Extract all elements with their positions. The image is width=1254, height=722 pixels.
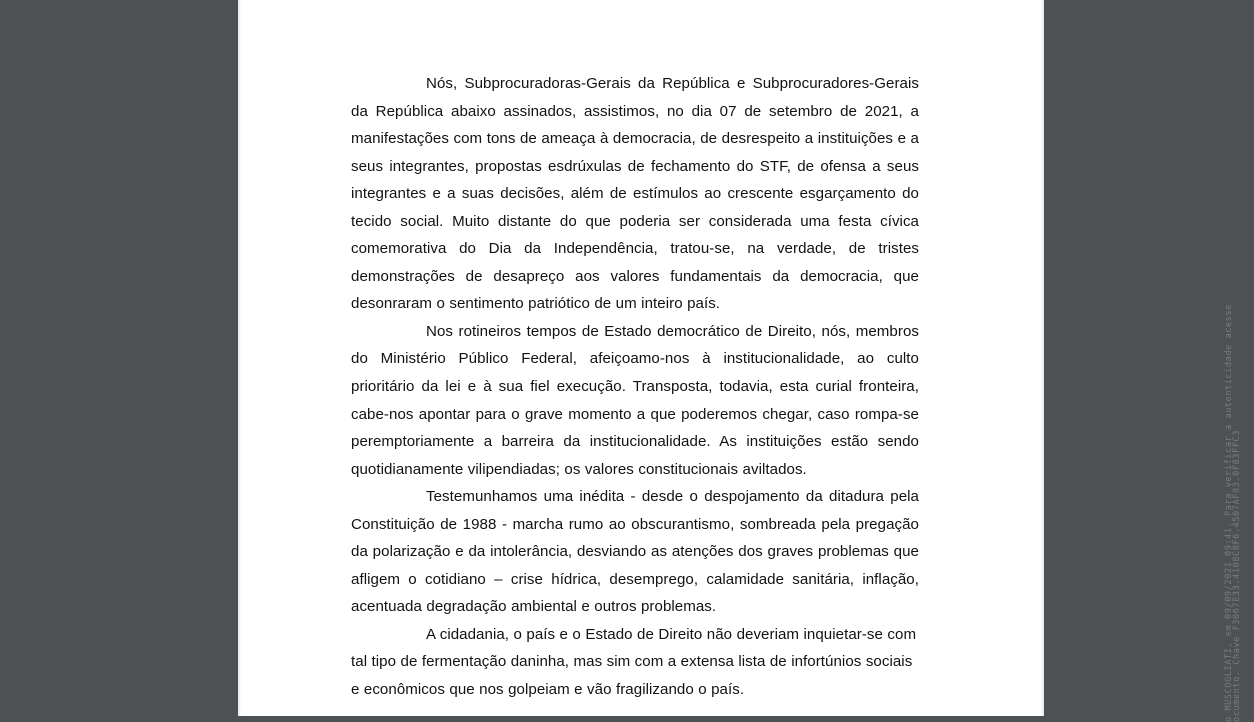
document-paragraph-2: Nos rotineiros tempos de Estado democrático de Direito, nós, membros do Ministério Público Federal, afeiçoamo-nos à institucionalidade, ao culto prioritário da lei e à sua fiel execução. Transposta, todavia, esta curial fronteira, cabe-nos apontar para o grave momento a que poderemos chegar, caso rompa-se peremptoriamente a barreira da institucionalidade. As instituições estão sendo quotidianamente vilipendiadas; os valores constitucionais aviltados. — [351, 322, 919, 478]
watermark-line-key: ocumento. Chave F3067E33.4108C8F6.4507AF83.0F83FFC3 — [1232, 430, 1242, 722]
document-paragraph-3: Testemunhamos uma inédita - desde o despojamento da ditadura pela Constituição de 1988 - marcha rumo ao obscurantismo, sombreada pela pregação da polarização e da intolerância, desviando as atenções dos graves problemas que afligem o cotidiano – crise hídrica, desemprego, calamidade sanitária, inflação, acentuada degradação ambiental e outros problemas. — [351, 488, 919, 616]
document-paragraph-4: A cidadania, o país e o Estado de Direito não deveriam inquietar-se com tal tipo de fermentação daninha, mas sim com a extensa lista de infortúnios sociais e econômicos que nos golpeiam e vão fragilizando o país. — [351, 625, 917, 699]
watermark-line-signature: o MUSCOGLIATI, em 09/09/2021 09:41. Para verificar a autenticidade acesse — [1224, 304, 1234, 722]
document-page — [238, 0, 1242, 722]
document-paragraph-1: Nós, Subprocuradoras-Gerais da República e Subprocuradores-Gerais da República abaixo assinados, assistimos, no dia 07 de setembro de 2021, a manifestações com tons de ameaça à democracia, de desrespeito a instituições e a seus integrantes, propostas esdrúxulas de fechamento do STF, de ofensa a seus integrantes e a suas decisões, além de estímulos ao crescente esgarçamento do tecido social. Muito distante do que poderia ser considerada uma festa cívica comemorativa do Dia da Independência, tratou-se, na verdade, de tristes demonstrações de desapreço aos valores fundamentais da democracia, que desonraram o sentimento patriótico de um inteiro país. — [351, 75, 919, 313]
document-text-column — [351, 70, 919, 704]
authentication-watermark — [1224, 0, 1254, 722]
